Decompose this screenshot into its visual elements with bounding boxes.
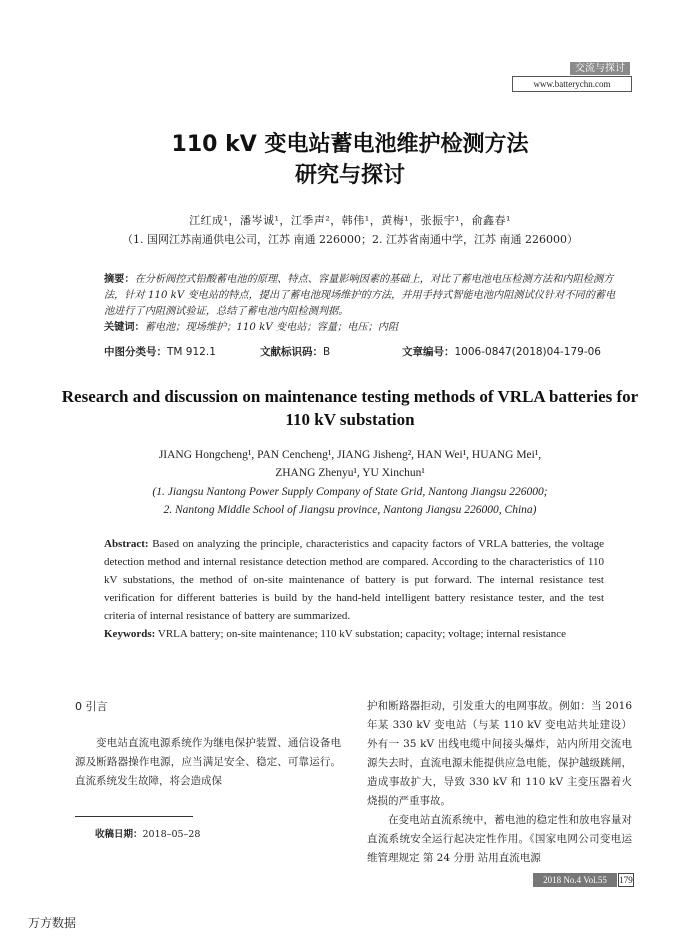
- authors-cn: 江红成¹，潘岑诚¹，江季声²，韩伟¹，黄梅¹，张振宇¹，俞鑫春¹: [189, 214, 511, 227]
- footnote-divider: [75, 816, 193, 817]
- abstract-en-label: Abstract:: [104, 538, 149, 550]
- keywords-en-label: Keywords:: [104, 628, 156, 640]
- keywords-cn-label: 关键词：: [104, 322, 145, 333]
- abstract-en: [104, 535, 604, 643]
- abstract-cn: [104, 272, 620, 336]
- abstract-en-text: Based on analyzing the principle, characteristics and capacity factors of VRLA batteries, the voltage detection method and internal resistance detection method are compared. According to the characteristics of 110 kV substations, the method of on-site maintenance of battery is put forward. The internal resistance test verification for different batteries is build by the hand-held intelligent battery resistance tester, and the test criteria of internal resistance of battery are summarized.: [104, 538, 604, 622]
- right-paragraph-1: 护和断路器拒动，引发重大的电网事故。例如：当 2016 年某 330 kV 变电站（与某 110 kV 变电站共址建设）外有一 35 kV 出线电缆中间接头爆炸，站内所用交流电源失去时，直流电源未能提供应急电能，保护越级跳闸，造成事故扩大，导致 330 kV 和 110 kV 主变压器着火烧损的严重事故。: [367, 700, 632, 807]
- authors-en: [60, 446, 640, 482]
- received-label: 收稿日期：: [95, 829, 143, 840]
- right-column: [367, 697, 632, 868]
- doc-code-label: 文献标识码：: [260, 346, 323, 358]
- abstract-cn-text: 在分析阀控式铅酸蓄电池的原理、特点、容量影响因素的基础上，对比了蓄电池电压检测方法和内阻检测方法，针对 110 kV 变电站的特点，提出了蓄电池现场维护的方法，并用手持式智能电池内阻测试仪针对不同的蓄电池进行了内阻测试验证，总结了蓄电池内阻检测判据。: [104, 274, 616, 317]
- journal-issue: 2018 No.4 Vol.55: [533, 873, 617, 887]
- affiliation-cn: （1. 国网江苏南通供电公司，江苏 南通 226000；2. 江苏省南通中学，江苏 南通 226000）: [122, 233, 578, 246]
- section-heading-intro: 0 引言: [75, 700, 108, 713]
- section-tag: 交流与探讨: [570, 62, 630, 75]
- title-en: Research and discussion on maintenance testing methods of VRLA batteries for 110 kV substation: [61, 387, 639, 429]
- clc-value: TM 912.1: [167, 346, 216, 358]
- authors-en-line1: JIANG Hongcheng¹, PAN Cencheng¹, JIANG Jisheng², HAN Wei¹, HUANG Mei¹,: [158, 449, 542, 461]
- keywords-en-text: VRLA battery; on-site maintenance; 110 kV substation; capacity; voltage; internal resistance: [157, 628, 566, 640]
- received-date: [95, 826, 200, 840]
- page-number: 179: [619, 875, 633, 885]
- doc-code-value: B: [323, 346, 331, 358]
- received-value: 2018–05–28: [142, 829, 201, 840]
- abstract-cn-label: 摘要：: [104, 274, 135, 285]
- title-cn-line1: 110 kV 变电站蓄电池维护检测方法: [171, 132, 529, 157]
- website-link[interactable]: www.batterychn.com: [512, 76, 632, 92]
- keywords-cn-text: 蓄电池；现场维护；110 kV 变电站；容量；电压；内阻: [144, 322, 399, 333]
- left-column-paragraph: 变电站直流电源系统作为继电保护装置、通信设备电源及断路器操作电源，应当满足安全、稳定、可靠运行。直流系统发生故障，将会造成保: [75, 737, 341, 787]
- wanfang-watermark: 万方数据: [28, 916, 77, 930]
- right-paragraph-2: 在变电站直流系统中，蓄电池的稳定性和放电容量对直流系统安全运行起决定性作用。《国家电网公司变电运维管理规定 第 24 分册 站用直流电源: [367, 814, 632, 864]
- affiliation-en-line2: 2. Nantong Middle School of Jiangsu province, Nantong Jiangsu 226000, China): [163, 504, 537, 516]
- affiliation-en-line1: (1. Jiangsu Nantong Power Supply Company of State Grid, Nantong Jiangsu 226000;: [152, 486, 548, 498]
- title-cn-line2: 研究与探讨: [294, 163, 405, 188]
- article-id-label: 文章编号：: [402, 346, 455, 358]
- article-id-value: 1006-0847(2018)04-179-06: [454, 346, 601, 358]
- clc-label: 中图分类号：: [104, 346, 167, 358]
- authors-en-line2: ZHANG Zhenyu¹, YU Xinchun¹: [275, 467, 425, 479]
- affiliation-en: [60, 483, 640, 519]
